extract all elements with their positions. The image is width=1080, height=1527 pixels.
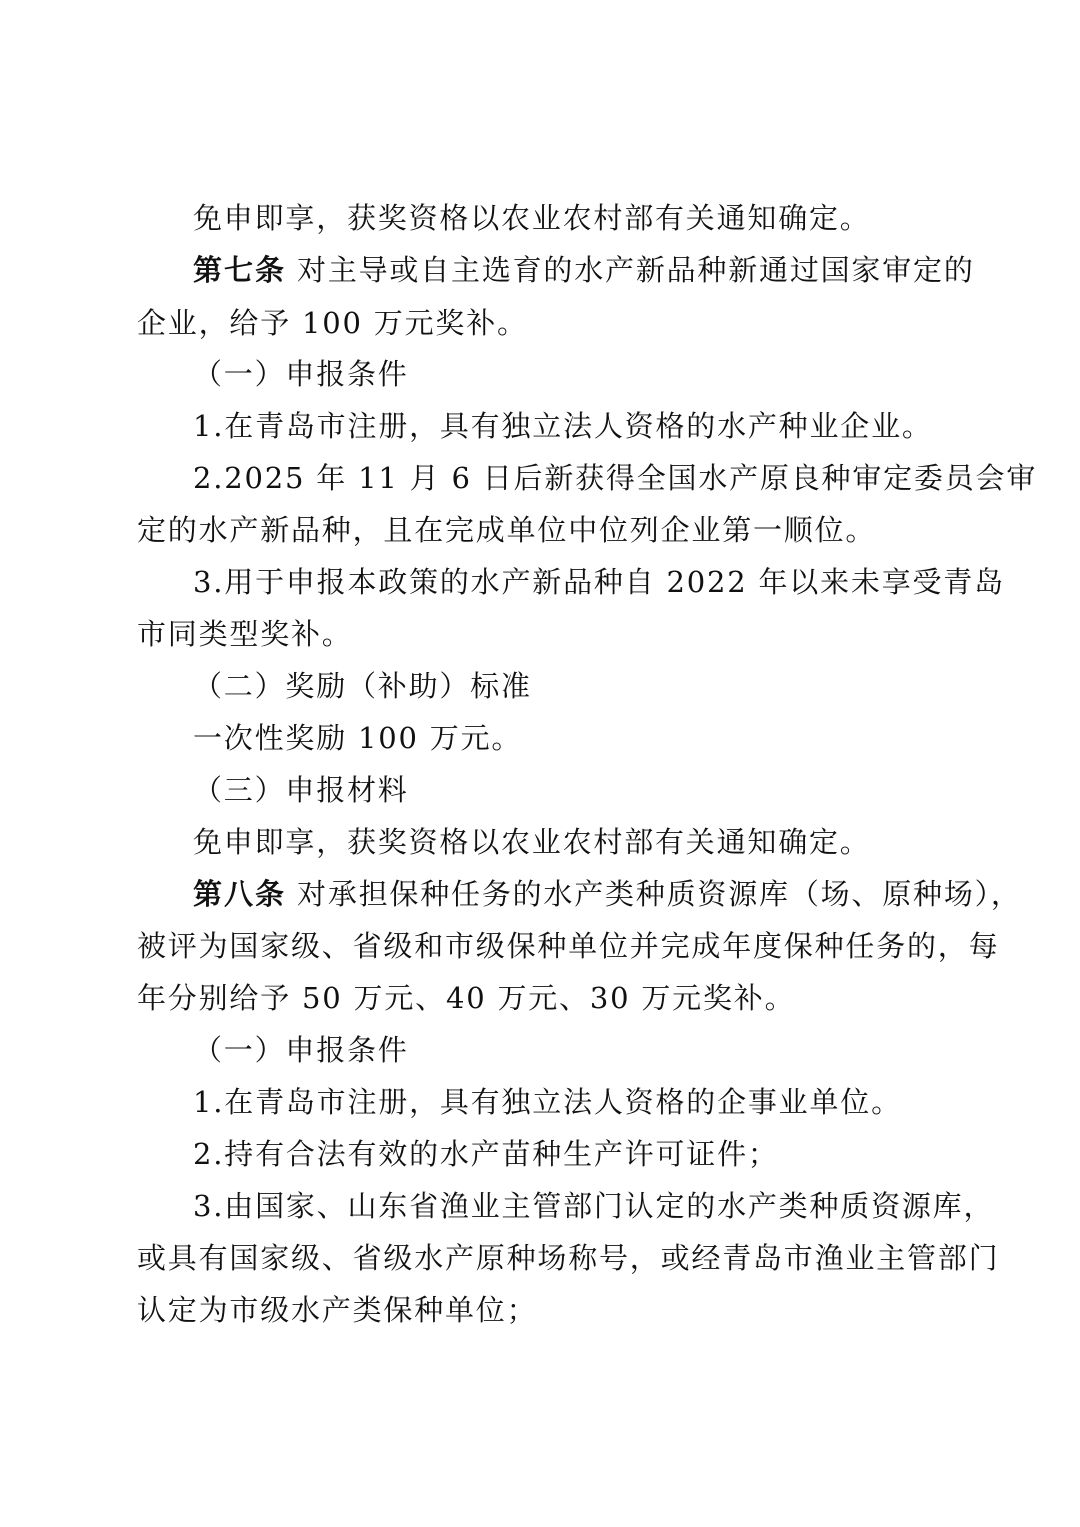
- paragraph-line: 免申即享，获奖资格以农业农村部有关通知确定。: [193, 825, 871, 859]
- section-heading: （一）申报条件: [193, 1033, 409, 1067]
- section-heading: （一）申报条件: [193, 357, 409, 391]
- article-7-heading: 第七条 对主导或自主选育的水产新品种新通过国家审定的: [193, 253, 975, 287]
- paragraph-line: 3.由国家、山东省渔业主管部门认定的水产类种质资源库，: [193, 1189, 995, 1223]
- paragraph-line: 市同类型奖补。: [137, 617, 353, 651]
- section-heading: （三）申报材料: [193, 773, 409, 807]
- article-label: 第八条: [193, 877, 287, 911]
- paragraph-line: 一次性奖励 100 万元。: [193, 721, 523, 755]
- paragraph-line: 定的水产新品种，且在完成单位中位列企业第一顺位。: [137, 513, 877, 547]
- paragraph-line: 免申即享，获奖资格以农业农村部有关通知确定。: [193, 201, 871, 235]
- article-8-heading: 第八条 对承担保种任务的水产类种质资源库（场、原种场），: [193, 877, 1022, 911]
- paragraph-line: 认定为市级水产类保种单位；: [137, 1293, 538, 1327]
- paragraph-line: 3.用于申报本政策的水产新品种自 2022 年以来未享受青岛: [193, 565, 1005, 599]
- section-heading: （二）奖励（补助）标准: [193, 669, 532, 703]
- article-label: 第七条: [193, 253, 287, 287]
- paragraph-line: 2.2025 年 11 月 6 日后新获得全国水产原良种审定委员会审: [193, 461, 1038, 495]
- paragraph-line: 被评为国家级、省级和市级保种单位并完成年度保种任务的，每: [137, 929, 1000, 963]
- paragraph-line: 2.持有合法有效的水产苗种生产许可证件；: [193, 1137, 779, 1171]
- paragraph-line: 年分别给予 50 万元、40 万元、30 万元奖补。: [137, 981, 796, 1015]
- paragraph-line: 或具有国家级、省级水产原种场称号，或经青岛市渔业主管部门: [137, 1241, 1000, 1275]
- paragraph-line: 1.在青岛市注册，具有独立法人资格的企事业单位。: [193, 1085, 902, 1119]
- paragraph-line: 1.在青岛市注册，具有独立法人资格的水产种业企业。: [193, 409, 933, 443]
- paragraph-line: 企业，给予 100 万元奖补。: [137, 306, 528, 340]
